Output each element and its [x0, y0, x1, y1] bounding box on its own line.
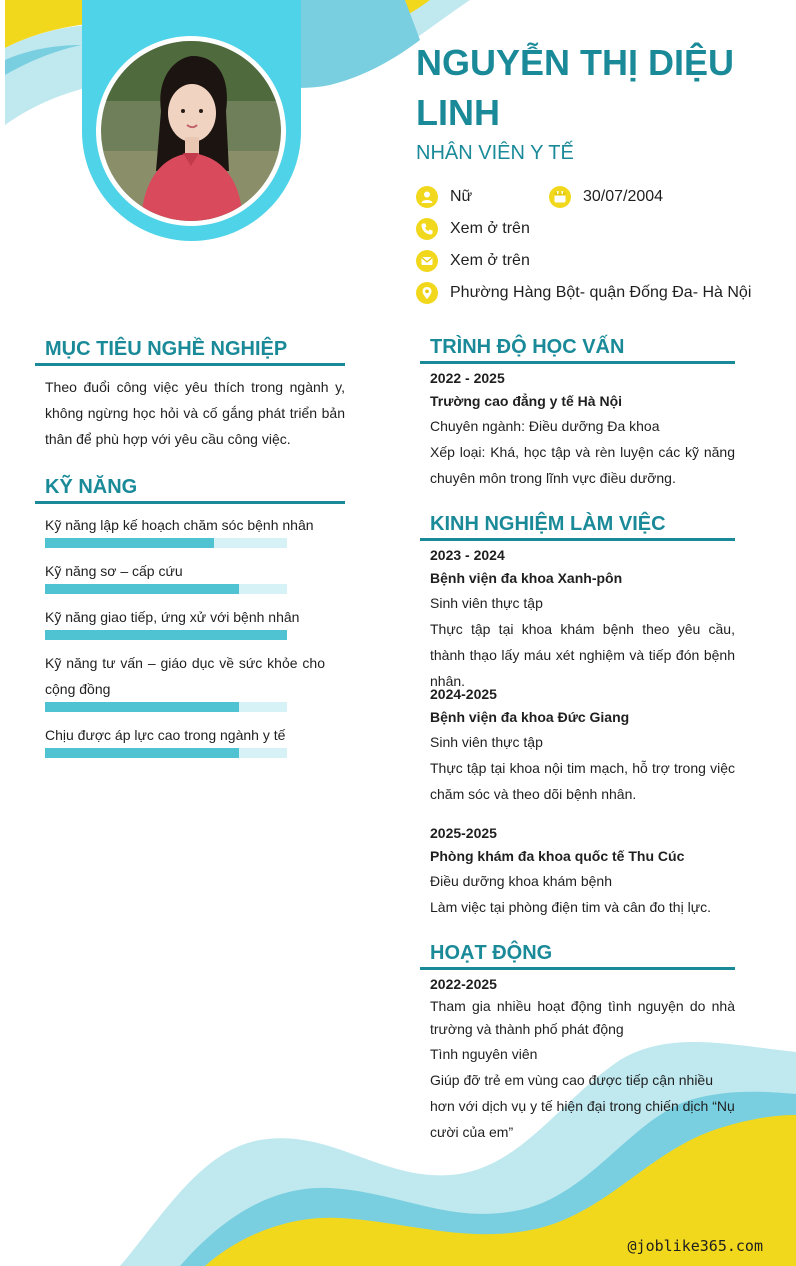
envelope-icon	[416, 250, 438, 272]
activities-date: 2022-2025	[430, 976, 497, 992]
experience-role: Sinh viên thực tập	[430, 734, 543, 750]
skill-label: Kỹ năng giao tiếp, ứng xử với bệnh nhân	[45, 609, 300, 625]
calendar-icon	[549, 186, 571, 208]
experience-role: Điều dưỡng khoa khám bệnh	[430, 873, 612, 889]
birthdate-value: 30/07/2004	[583, 188, 664, 205]
skill-fill	[45, 702, 239, 712]
education-major: Chuyên ngành: Điều dưỡng Đa khoa	[430, 418, 660, 434]
activities-entry	[430, 973, 735, 1145]
candidate-name: NGUYỄN THỊ DIỆU LINH	[416, 42, 735, 133]
experience-date: 2024-2025	[430, 686, 497, 702]
activities-desc: Giúp đỡ trẻ em vùng cao được tiếp cận nhiều hơn với dịch vụ y tế hiện đại trong chiến dịch “Nụ cười của em”	[430, 1072, 735, 1140]
experience-entry	[430, 683, 735, 807]
skill-label: Kỹ năng tư vấn – giáo dục về sức khỏe cho cộng đồng	[45, 655, 325, 697]
person-icon	[416, 186, 438, 208]
skill-label: Kỹ năng lập kế hoạch chăm sóc bệnh nhân	[45, 517, 314, 533]
experience-date: 2025-2025	[430, 825, 497, 841]
profile-photo	[101, 41, 281, 221]
skill-bar	[45, 538, 287, 548]
address-row	[416, 282, 751, 304]
watermark: @joblike365.com	[627, 1237, 763, 1255]
email-row	[416, 250, 530, 272]
experience-org: Phòng khám đa khoa quốc tế Thu Cúc	[430, 848, 685, 864]
phone-icon	[416, 218, 438, 240]
skill-fill	[45, 630, 287, 640]
education-date: 2022 - 2025	[430, 370, 505, 386]
phone-row	[416, 218, 530, 240]
birthdate-row	[549, 186, 663, 208]
skill-bar	[45, 630, 287, 640]
gender-row	[416, 186, 472, 208]
education-entry	[430, 367, 735, 491]
experience-role: Sinh viên thực tập	[430, 595, 543, 611]
experience-desc: Thực tập tại khoa nội tim mạch, hỗ trợ trong việc chăm sóc và theo dõi bệnh nhân.	[430, 760, 735, 802]
location-pin-icon	[416, 282, 438, 304]
phone-value: Xem ở trên	[450, 220, 530, 237]
skill-fill	[45, 584, 239, 594]
address-value: Phường Hàng Bột- quận Đống Đa- Hà Nội	[450, 284, 752, 301]
email-value: Xem ở trên	[450, 252, 530, 269]
education-school: Trường cao đẳng y tế Hà Nội	[430, 393, 623, 409]
education-rank: Xếp loại: Khá, học tập và rèn luyện các kỹ năng chuyên môn trong lĩnh vực điều dưỡng.	[430, 444, 735, 486]
activities-title: HOẠT ĐỘNG	[420, 942, 735, 970]
skill-bar	[45, 748, 287, 758]
skills-title: KỸ NĂNG	[35, 476, 345, 504]
experience-org: Bệnh viện đa khoa Xanh-pôn	[430, 570, 623, 586]
experience-entry	[430, 544, 735, 694]
skill-label: Chịu được áp lực cao trong ngành y tế	[45, 727, 286, 743]
skill-bar	[45, 702, 287, 712]
gender-value: Nữ	[450, 188, 473, 205]
experience-desc: Thực tập tại khoa khám bệnh theo yêu cầu, thành thạo lấy máu xét nghiệm và tiếp đón bệnh nhân.	[430, 621, 735, 689]
skill-bar	[45, 584, 287, 594]
objective-title: MỤC TIÊU NGHỀ NGHIỆP	[35, 338, 345, 366]
skill-fill	[45, 538, 214, 548]
activities-role: Tình nguyên viên	[430, 1046, 538, 1062]
experience-desc: Làm việc tại phòng điện tim và cân đo thị lực.	[430, 899, 711, 915]
education-title: TRÌNH ĐỘ HỌC VẤN	[420, 336, 735, 364]
job-title: NHÂN VIÊN Y TẾ	[416, 142, 574, 164]
experience-entry	[430, 822, 735, 920]
experience-org: Bệnh viện đa khoa Đức Giang	[430, 709, 630, 725]
objective-text: Theo đuổi công việc yêu thích trong ngành y, không ngừng học hỏi và cố gắng phát triển bản thân để phù hợp với yêu cầu công việc.	[45, 379, 345, 447]
experience-date: 2023 - 2024	[430, 547, 505, 563]
skill-fill	[45, 748, 239, 758]
activities-text: Tham gia nhiều hoạt động tình nguyện do nhà trường và thành phố phát động	[430, 998, 735, 1037]
skill-label: Kỹ năng sơ – cấp cứu	[45, 563, 183, 579]
experience-title: KINH NGHIỆM LÀM VIỆC	[420, 513, 735, 541]
